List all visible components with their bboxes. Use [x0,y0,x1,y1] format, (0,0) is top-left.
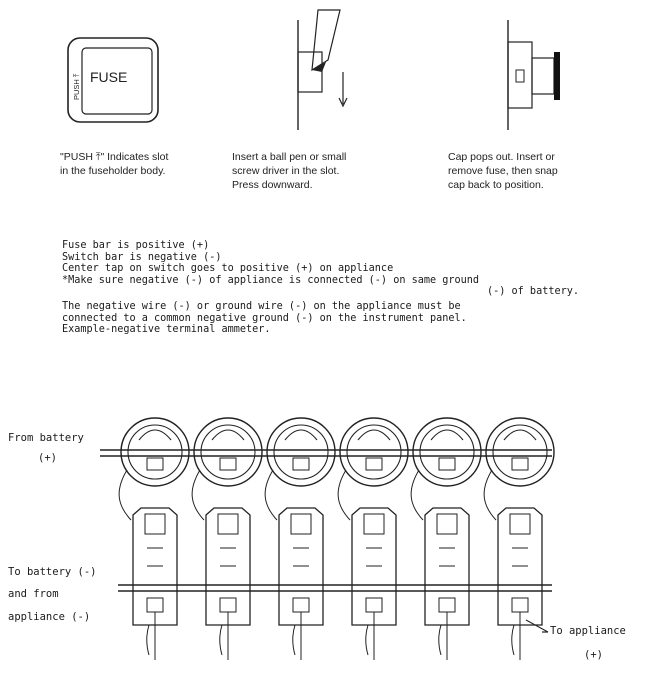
note-line: Example-negative terminal ammeter. [62,324,271,336]
note-line: Fuse bar is positive (+) [62,240,210,251]
holder-units [119,418,554,660]
fuseholder [121,418,189,486]
step3-caption: Cap pops out. Insert or remove fuse, then snap cap back to position. [448,151,558,191]
fuse-switch-unit [119,418,189,660]
step1-caption: "PUSH ⤒" Indicates slot in the fuseholder body. [60,151,169,177]
fuseholder [340,418,408,486]
fuseholder [267,418,335,486]
note-line: *Make sure negative (-) of appliance is connected (-) on same ground [62,274,480,286]
note-line: connected to a common negative ground (-) on the instrument panel. [62,312,467,324]
to-appliance-sign: (+) [584,649,603,661]
fuse-cap-illustration [68,38,158,122]
to-battery-label: To battery (-) [8,566,97,578]
appliance-negative-label: appliance (-) [8,611,91,623]
fuse-switch-unit [411,418,481,660]
note-line: Center tap on switch goes to positive (+) on appliance [62,263,394,275]
step2-caption: Insert a ball pen or small screw driver in the slot. Press downward. [232,151,347,191]
pen-insert-illustration [298,10,347,130]
note-line: (-) of battery. [487,286,580,298]
to-appliance-label: To appliance [550,625,626,637]
fuseholder [486,418,554,486]
note-line: The negative wire (-) or ground wire (-) on the appliance must be [62,300,461,312]
and-from-label: and from [8,588,59,600]
wiring-notes [62,240,622,336]
fuse-switch-unit [192,418,262,660]
from-battery-label: From battery [8,432,84,444]
fuseholder [413,418,481,486]
cap-out-illustration [508,20,560,130]
fuse-panel-diagram [100,450,552,632]
push-label: PUSH ⤒ [72,73,81,100]
fuse-label: FUSE [90,69,128,85]
fuseholder [194,418,262,486]
fuse-switch-unit [338,418,408,660]
note-line: Switch bar is negative (-) [62,251,222,263]
fuse-switch-unit [265,418,335,660]
fuse-switch-unit [484,418,554,660]
from-battery-sign: (+) [38,452,57,464]
